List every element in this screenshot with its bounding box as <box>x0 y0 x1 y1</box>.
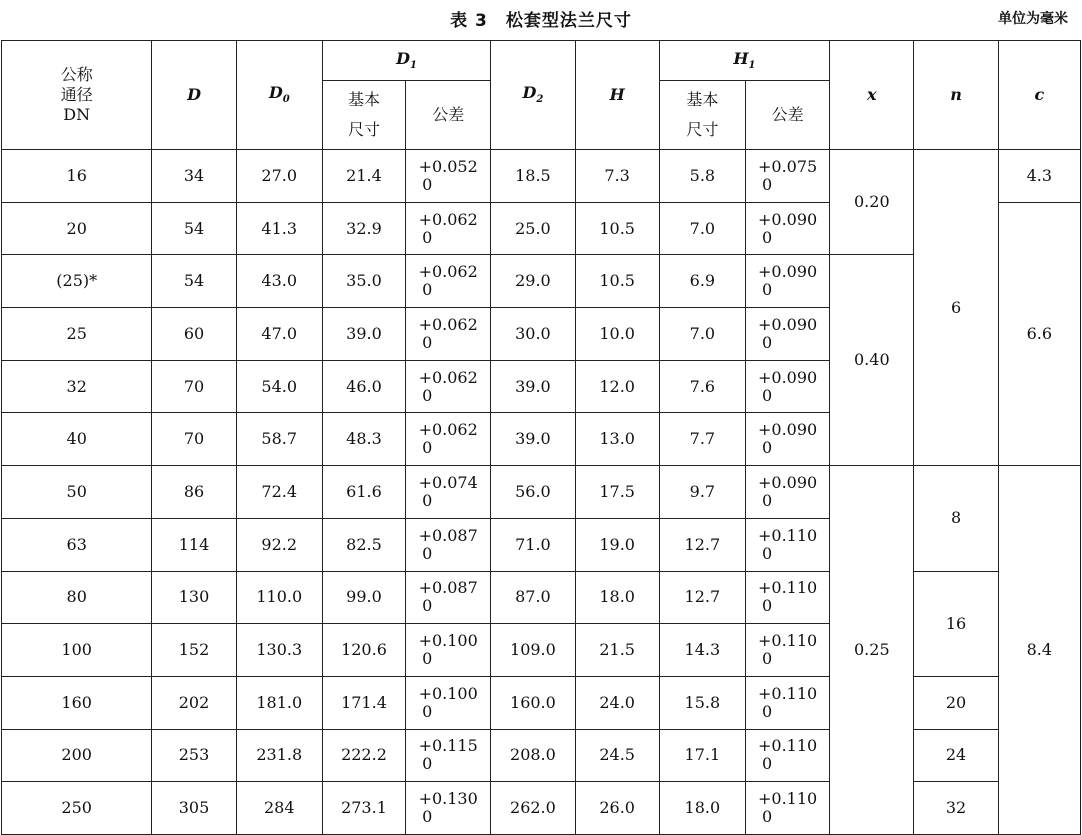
cell-H1-tolerance <box>745 360 829 413</box>
cell-D1-tolerance <box>406 466 491 519</box>
header-D2: $D_2$ <box>491 41 575 150</box>
cell-dn: 20 <box>2 202 152 255</box>
tolerance-lower: 0 <box>422 280 433 300</box>
cell-H: 24.0 <box>575 676 659 729</box>
tolerance-lower: 0 <box>422 227 433 247</box>
cell-D0: 92.2 <box>236 518 322 571</box>
cell-H: 24.5 <box>575 729 659 782</box>
header-dn-line1: 公称 <box>60 65 93 84</box>
cell-D1-tolerance <box>406 729 491 782</box>
tolerance-lower: 0 <box>761 649 773 669</box>
tolerance-lower: 0 <box>761 174 773 194</box>
header-H1-basic-line2: 尺寸 <box>686 120 719 139</box>
tolerance-upper: +0.087 <box>418 578 478 598</box>
tolerance-upper: +0.090 <box>757 367 818 387</box>
cell-H1-tolerance <box>745 571 829 624</box>
cell-D0: 284 <box>236 782 322 835</box>
cell-D: 54 <box>152 202 236 255</box>
cell-dn: 63 <box>2 518 152 571</box>
header-dn <box>2 41 152 150</box>
header-D1-tolerance: 公差 <box>406 81 491 150</box>
cell-D2: 208.0 <box>491 729 575 782</box>
tolerance-lower: 0 <box>422 174 433 194</box>
cell-H1-tolerance <box>745 676 829 729</box>
cell-D: 60 <box>152 308 236 361</box>
header-H1: $H_1$ <box>659 41 829 81</box>
cell-dn: 25 <box>2 308 152 361</box>
tolerance-lower: 0 <box>422 754 433 774</box>
header-D1-basic-line1: 基本 <box>347 90 380 109</box>
cell-H1-tolerance <box>745 202 829 255</box>
cell-D0: 47.0 <box>236 308 322 361</box>
cell-x: 0.40 <box>830 255 914 466</box>
cell-H: 26.0 <box>575 782 659 835</box>
cell-H: 21.5 <box>575 624 659 677</box>
table-row <box>2 571 1081 624</box>
cell-H1-tolerance <box>745 624 829 677</box>
cell-D: 253 <box>152 729 236 782</box>
header-H: H <box>575 41 659 150</box>
table-row <box>2 150 1081 203</box>
tolerance-upper: +0.052 <box>418 156 478 176</box>
cell-H1-basic: 14.3 <box>659 624 745 677</box>
cell-dn: 40 <box>2 413 152 466</box>
header-D1-basic-line2: 尺寸 <box>347 120 380 139</box>
cell-D0: 181.0 <box>236 676 322 729</box>
tolerance-upper: +0.062 <box>418 314 478 334</box>
cell-D0: 72.4 <box>236 466 322 519</box>
tolerance-upper: +0.062 <box>418 367 478 387</box>
cell-D1-tolerance <box>406 255 491 308</box>
cell-D1-tolerance <box>406 676 491 729</box>
cell-c: 8.4 <box>998 466 1080 835</box>
cell-D2: 71.0 <box>491 518 575 571</box>
tolerance-lower: 0 <box>422 596 433 616</box>
cell-c: 6.6 <box>998 202 1080 465</box>
cell-D2: 160.0 <box>491 676 575 729</box>
tolerance-upper: +0.090 <box>757 209 818 229</box>
header-D1: $D_1$ <box>322 41 490 81</box>
cell-D0: 41.3 <box>236 202 322 255</box>
header-D: D <box>152 41 236 150</box>
cell-H1-tolerance <box>745 518 829 571</box>
header-n: n <box>914 41 998 150</box>
tolerance-lower: 0 <box>422 543 433 563</box>
table-title: 表 3 松套型法兰尺寸 <box>450 11 632 31</box>
cell-D1-tolerance <box>406 624 491 677</box>
cell-dn: 160 <box>2 676 152 729</box>
tolerance-lower: 0 <box>761 490 773 510</box>
cell-c: 4.3 <box>998 150 1080 203</box>
cell-dn: 100 <box>2 624 152 677</box>
tolerance-lower: 0 <box>761 543 773 563</box>
header-dn-line3: DN <box>63 105 91 124</box>
tolerance-upper: +0.110 <box>757 578 818 598</box>
cell-D2: 30.0 <box>491 308 575 361</box>
cell-n: 6 <box>914 150 998 466</box>
cell-D2: 109.0 <box>491 624 575 677</box>
tolerance-upper: +0.115 <box>418 736 478 756</box>
cell-D1-basic: 273.1 <box>322 782 405 835</box>
unit-note: 单位为毫米 <box>998 11 1068 27</box>
tolerance-upper: +0.110 <box>757 525 818 545</box>
cell-H: 13.0 <box>575 413 659 466</box>
tolerance-lower: 0 <box>761 332 773 352</box>
cell-H: 12.0 <box>575 360 659 413</box>
cell-D0: 130.3 <box>236 624 322 677</box>
header-x: x <box>830 41 914 150</box>
cell-x: 0.25 <box>830 466 914 835</box>
tolerance-upper: +0.110 <box>757 789 818 809</box>
table-caption <box>0 4 1082 30</box>
table-row <box>2 782 1081 835</box>
cell-D1-tolerance <box>406 202 491 255</box>
cell-H1-basic: 7.0 <box>659 202 745 255</box>
tolerance-upper: +0.062 <box>418 209 478 229</box>
cell-D2: 56.0 <box>491 466 575 519</box>
cell-D1-basic: 120.6 <box>322 624 405 677</box>
tolerance-lower: 0 <box>422 490 433 510</box>
header-H1-basic-line1: 基本 <box>686 90 719 109</box>
cell-H1-basic: 17.1 <box>659 729 745 782</box>
cell-H1-basic: 6.9 <box>659 255 745 308</box>
tolerance-lower: 0 <box>761 701 773 721</box>
cell-D0: 27.0 <box>236 150 322 203</box>
tolerance-upper: +0.110 <box>757 736 818 756</box>
cell-D1-basic: 99.0 <box>322 571 405 624</box>
header-H1-basic <box>659 81 745 150</box>
cell-H1-tolerance <box>745 150 829 203</box>
tolerance-upper: +0.110 <box>757 683 818 703</box>
cell-dn: 16 <box>2 150 152 203</box>
cell-n: 8 <box>914 466 998 571</box>
cell-H1-basic: 7.7 <box>659 413 745 466</box>
cell-D: 34 <box>152 150 236 203</box>
tolerance-upper: +0.062 <box>418 420 478 440</box>
header-row <box>2 41 1081 81</box>
cell-D0: 231.8 <box>236 729 322 782</box>
cell-D1-basic: 48.3 <box>322 413 405 466</box>
cell-H1-basic: 5.8 <box>659 150 745 203</box>
cell-H: 10.5 <box>575 202 659 255</box>
cell-D1-basic: 21.4 <box>322 150 405 203</box>
table-body <box>2 41 1081 835</box>
cell-dn: 80 <box>2 571 152 624</box>
cell-H: 17.5 <box>575 466 659 519</box>
header-dn-line2: 通径 <box>60 85 93 104</box>
cell-D2: 262.0 <box>491 782 575 835</box>
cell-H1-basic: 12.7 <box>659 518 745 571</box>
cell-D: 305 <box>152 782 236 835</box>
cell-n: 24 <box>914 729 998 782</box>
cell-D1-basic: 82.5 <box>322 518 405 571</box>
cell-D1-tolerance <box>406 150 491 203</box>
cell-n: 32 <box>914 782 998 835</box>
cell-D: 130 <box>152 571 236 624</box>
cell-dn: (25)* <box>2 255 152 308</box>
cell-H1-basic: 12.7 <box>659 571 745 624</box>
cell-D2: 39.0 <box>491 360 575 413</box>
cell-D2: 29.0 <box>491 255 575 308</box>
flange-dimensions-table <box>1 40 1081 835</box>
tolerance-upper: +0.100 <box>418 683 478 703</box>
cell-H1-basic: 7.0 <box>659 308 745 361</box>
cell-H1-tolerance <box>745 413 829 466</box>
cell-H1-basic: 18.0 <box>659 782 745 835</box>
tolerance-lower: 0 <box>761 227 773 247</box>
tolerance-upper: +0.110 <box>757 631 818 651</box>
tolerance-lower: 0 <box>422 649 433 669</box>
cell-D0: 54.0 <box>236 360 322 413</box>
tolerance-lower: 0 <box>422 438 433 458</box>
cell-H1-tolerance <box>745 782 829 835</box>
cell-D0: 58.7 <box>236 413 322 466</box>
cell-n: 16 <box>914 571 998 676</box>
cell-H1-tolerance <box>745 255 829 308</box>
cell-D1-basic: 32.9 <box>322 202 405 255</box>
cell-H1-tolerance <box>745 308 829 361</box>
tolerance-lower: 0 <box>761 596 773 616</box>
cell-H: 10.5 <box>575 255 659 308</box>
cell-D1-tolerance <box>406 782 491 835</box>
cell-D: 114 <box>152 518 236 571</box>
tolerance-upper: +0.087 <box>418 525 478 545</box>
cell-D1-basic: 61.6 <box>322 466 405 519</box>
cell-H1-basic: 9.7 <box>659 466 745 519</box>
tolerance-upper: +0.062 <box>418 262 478 282</box>
cell-D0: 43.0 <box>236 255 322 308</box>
cell-D1-basic: 222.2 <box>322 729 405 782</box>
tolerance-lower: 0 <box>761 438 773 458</box>
tolerance-lower: 0 <box>422 807 433 827</box>
cell-D1-tolerance <box>406 308 491 361</box>
cell-H1-basic: 15.8 <box>659 676 745 729</box>
cell-D1-basic: 39.0 <box>322 308 405 361</box>
header-D1-basic <box>322 81 405 150</box>
cell-H: 7.3 <box>575 150 659 203</box>
tolerance-lower: 0 <box>761 280 773 300</box>
cell-dn: 32 <box>2 360 152 413</box>
tolerance-upper: +0.074 <box>418 472 478 492</box>
tolerance-lower: 0 <box>761 807 773 827</box>
table-row <box>2 729 1081 782</box>
tolerance-upper: +0.090 <box>757 314 818 334</box>
cell-x: 0.20 <box>830 150 914 255</box>
cell-dn: 50 <box>2 466 152 519</box>
cell-D1-tolerance <box>406 571 491 624</box>
tolerance-lower: 0 <box>422 332 433 352</box>
cell-dn: 200 <box>2 729 152 782</box>
tolerance-upper: +0.075 <box>757 156 818 176</box>
tolerance-lower: 0 <box>761 385 773 405</box>
cell-H: 19.0 <box>575 518 659 571</box>
cell-D: 152 <box>152 624 236 677</box>
tolerance-lower: 0 <box>422 385 433 405</box>
cell-D1-tolerance <box>406 518 491 571</box>
cell-D: 86 <box>152 466 236 519</box>
table-row <box>2 676 1081 729</box>
cell-D2: 18.5 <box>491 150 575 203</box>
tolerance-upper: +0.130 <box>418 789 478 809</box>
cell-D1-basic: 35.0 <box>322 255 405 308</box>
cell-D2: 87.0 <box>491 571 575 624</box>
tolerance-upper: +0.100 <box>418 631 478 651</box>
cell-D: 202 <box>152 676 236 729</box>
cell-n: 20 <box>914 676 998 729</box>
table-row <box>2 466 1081 519</box>
cell-H1-tolerance <box>745 729 829 782</box>
tolerance-lower: 0 <box>422 701 433 721</box>
cell-H: 18.0 <box>575 571 659 624</box>
cell-dn: 250 <box>2 782 152 835</box>
header-c: c <box>998 41 1080 150</box>
cell-H1-basic: 7.6 <box>659 360 745 413</box>
cell-D: 70 <box>152 360 236 413</box>
tolerance-upper: +0.090 <box>757 420 818 440</box>
cell-D1-tolerance <box>406 413 491 466</box>
cell-D2: 39.0 <box>491 413 575 466</box>
header-D0: $D_0$ <box>236 41 322 150</box>
cell-D1-basic: 46.0 <box>322 360 405 413</box>
cell-H: 10.0 <box>575 308 659 361</box>
cell-D: 70 <box>152 413 236 466</box>
tolerance-upper: +0.090 <box>757 262 818 282</box>
cell-D2: 25.0 <box>491 202 575 255</box>
header-H1-tolerance: 公差 <box>745 81 829 150</box>
tolerance-lower: 0 <box>761 754 773 774</box>
cell-D1-basic: 171.4 <box>322 676 405 729</box>
cell-H1-tolerance <box>745 466 829 519</box>
tolerance-upper: +0.090 <box>757 472 818 492</box>
cell-D1-tolerance <box>406 360 491 413</box>
cell-D: 54 <box>152 255 236 308</box>
cell-D0: 110.0 <box>236 571 322 624</box>
